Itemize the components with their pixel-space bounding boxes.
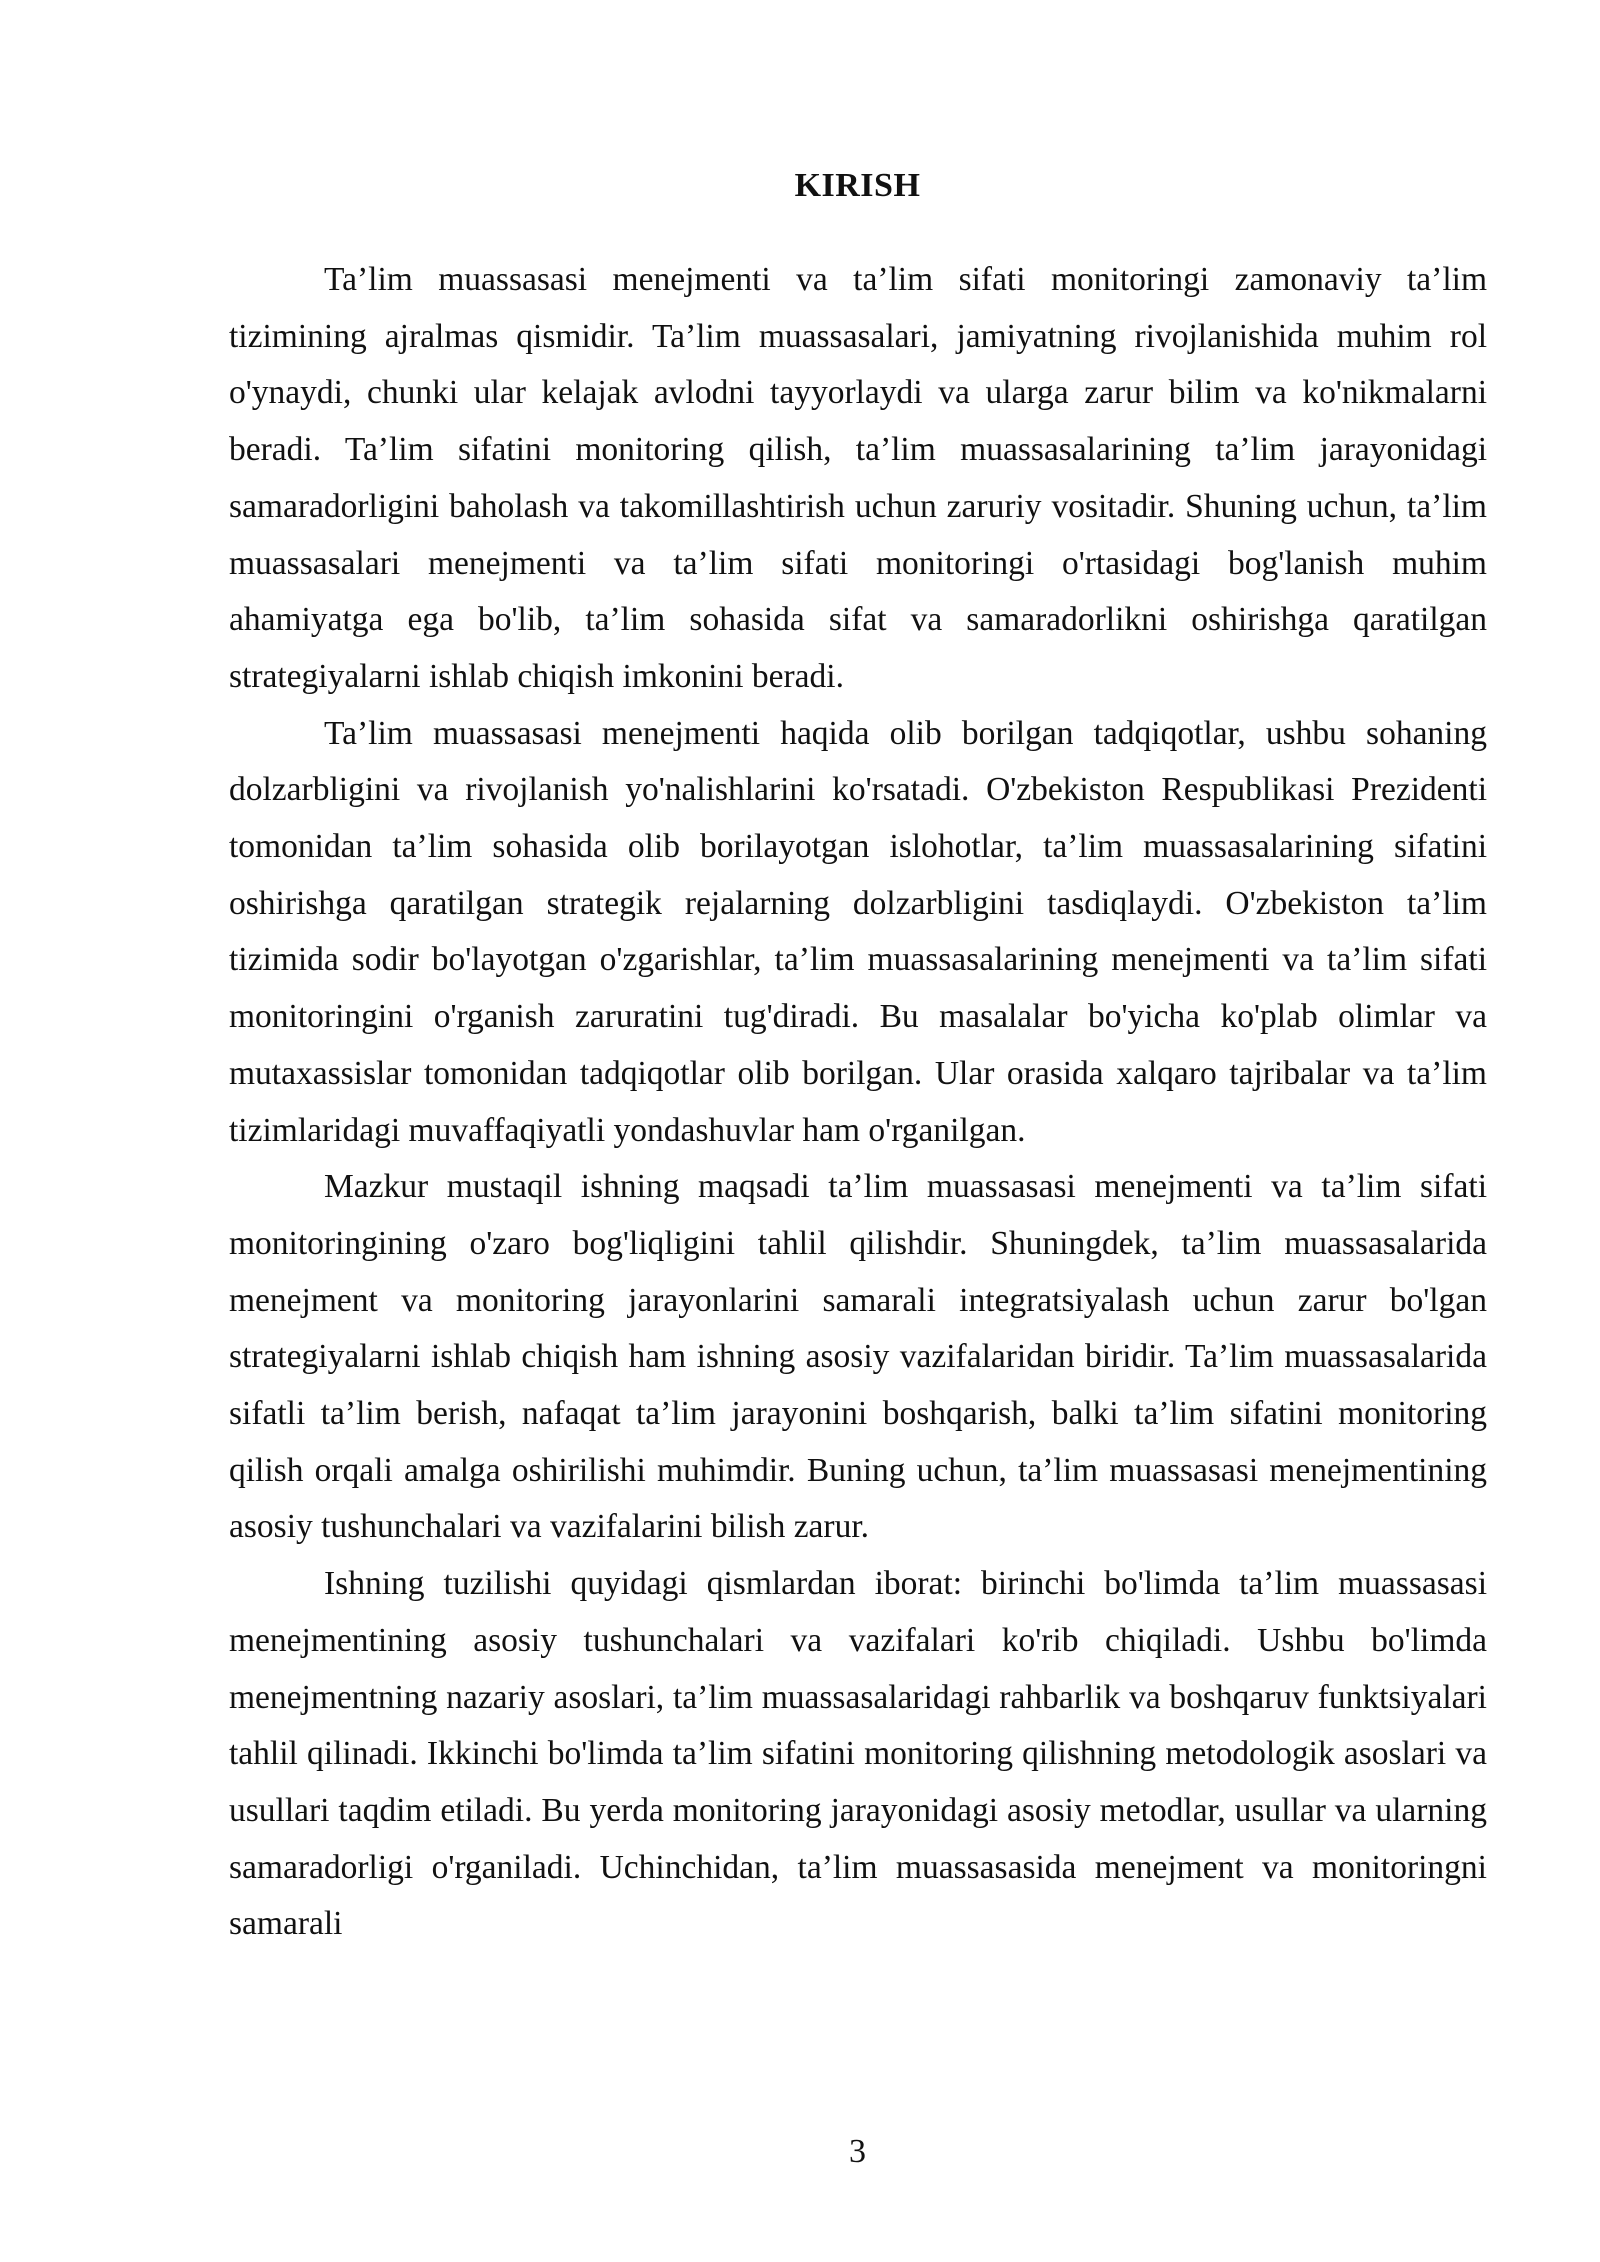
- page-number: 3: [849, 2133, 866, 2170]
- section-title: KIRISH: [794, 167, 921, 204]
- paragraph-2: Ta’lim muassasasi menejmenti haqida olib borilgan tadqiqotlar, ushbu sohaning dolzarbligini va rivojlanish yo'nalishlarini ko'rsatadi. O'zbekiston Respublikasi Prezidenti tomonidan ta’lim sohasida olib borilayotgan islohotlar, ta’lim muassasalarining sifatini oshirishga qaratilgan strategik rejalarning dolzarbligini tasdiqlaydi. O'zbekiston ta’lim tizimida sodir bo'layotgan o'zgarishlar, ta’lim muassasalarining menejmenti va ta’lim sifati monitoringini o'rganish zaruratini tug'diradi. Bu masalalar bo'yicha ko'plab olimlar va mutaxassislar tomonidan tadqiqotlar olib borilgan. Ular orasida xalqaro tajribalar va ta’lim tizimlaridagi muvaffaqiyatli yondashuvlar ham o'rganilgan.: [229, 714, 1487, 1149]
- paragraph-3: Mazkur mustaqil ishning maqsadi ta’lim muassasasi menejmenti va ta’lim sifati monitoringining o'zaro bog'liqligini tahlil qilishdir. Shuningdek, ta’lim muassasalarida menejment va monitoring jarayonlarini samarali integratsiyalash uchun zarur bo'lgan strategiyalarni ishlab chiqish ham ishning asosiy vazifalaridan biridir. Ta’lim muassasalarida sifatli ta’lim berish, nafaqat ta’lim jarayonini boshqarish, balki ta’lim sifatini monitoring qilish orqali amalga oshirilishi muhimdir. Buning uchun, ta’lim muassasasi menejmentining asosiy tushunchalari va vazifalarini bilish zarur.: [229, 1168, 1487, 1546]
- paragraph-4: Ishning tuzilishi quyidagi qismlardan iborat: birinchi bo'limda ta’lim muassasasi menejmentining asosiy tushunchalari va vazifalari ko'rib chiqiladi. Ushbu bo'limda menejmentning nazariy asoslari, ta’lim muassasalaridagi rahbarlik va boshqaruv funktsiyalari tahlil qilinadi. Ikkinchi bo'limda ta’lim sifatini monitoring qilishning metodologik asoslari va usullari taqdim etiladi. Bu yerda monitoring jarayonidagi asosiy metodlar, usullar va ularning samaradorligi o'rganiladi. Uchinchidan, ta’lim muassasasida menejment va monitoringni samarali: [229, 1565, 1487, 1943]
- paragraph-1: Ta’lim muassasasi menejmenti va ta’lim sifati monitoringi zamonaviy ta’lim tizimining ajralmas qismidir. Ta’lim muassasalari, jamiyatning rivojlanishida muhim rol o'ynaydi, chunki ular kelajak avlodni tayyorlaydi va ularga zarur bilim va ko'nikmalarni beradi. Ta’lim sifatini monitoring qilish, ta’lim muassasalarining ta’lim jarayonidagi samaradorligini baholash va takomillashtirish uchun zaruriy vositadir. Shuning uchun, ta’lim muassasalari menejmenti va ta’lim sifati monitoringi o'rtasidagi bog'lanish muhim ahamiyatga ega bo'lib, ta’lim sohasida sifat va samaradorlikni oshirishga qaratilgan strategiyalarni ishlab chiqish imkonini beradi.: [229, 261, 1487, 695]
- body-text: [229, 252, 1487, 1953]
